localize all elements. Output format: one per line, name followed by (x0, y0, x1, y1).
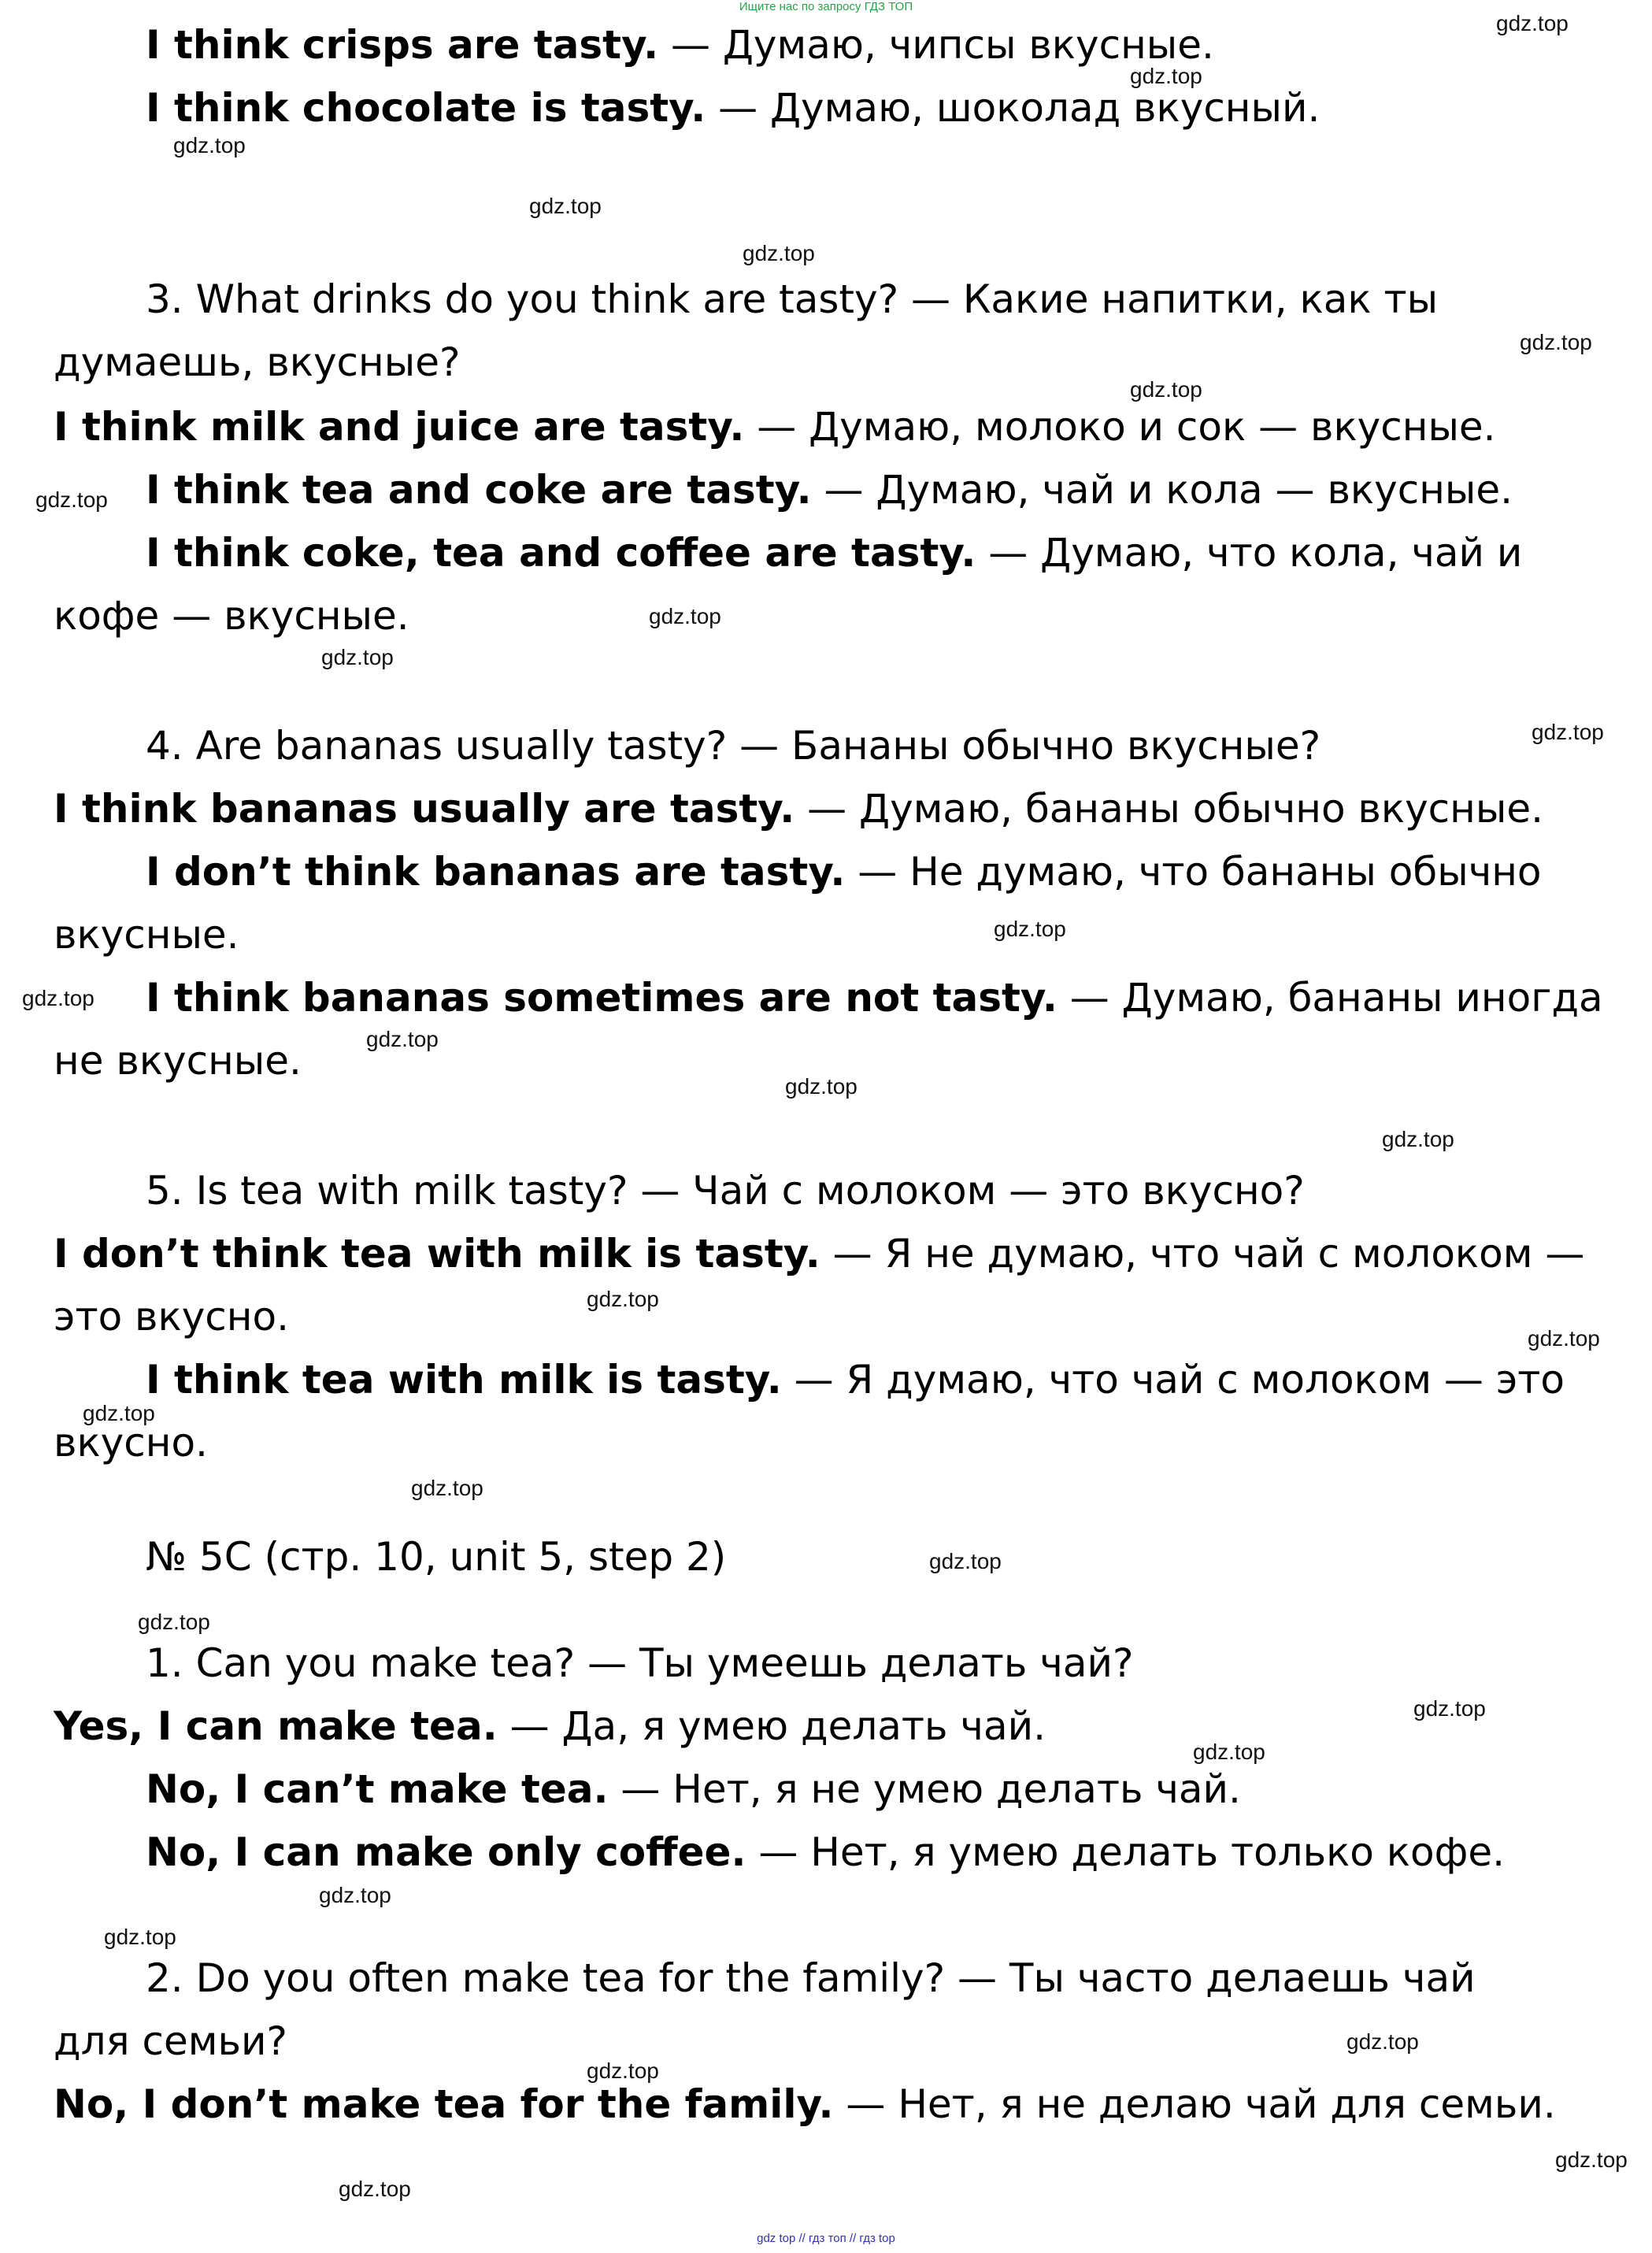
text-line (146, 973, 1603, 1022)
watermark-text: gdz.top (743, 241, 815, 265)
watermark-text: gdz.top (1130, 377, 1202, 402)
text-line (54, 784, 1543, 833)
question-text: 1. Can you make tea? — Ты умеешь делать чай? (146, 1640, 1134, 1686)
question-text: кофе — вкусные. (54, 593, 409, 639)
watermark-text: gdz.top (173, 133, 246, 157)
text-line (54, 910, 239, 959)
watermark-text: gdz.top (339, 2177, 411, 2201)
text-line (146, 847, 1542, 896)
watermark-text: gdz.top (1413, 1696, 1486, 1721)
text-line (54, 2080, 1556, 2129)
watermark-text: gdz.top (319, 1883, 391, 1907)
watermark-text: gdz.top (1346, 2029, 1419, 2054)
watermark-text: gdz.top (1528, 1326, 1600, 1351)
question-text: думаешь, вкусные? (54, 339, 461, 385)
translation-text: — Думаю, чай и кола — вкусные. (811, 467, 1513, 513)
watermark-text: gdz.top (785, 1074, 857, 1099)
question-text: 3. What drinks do you think are tasty? — Какие напитки, как ты (146, 276, 1439, 322)
watermark-text: gdz.top (587, 2058, 659, 2083)
translation-text: — Нет, я не делаю чай для семьи. (833, 2081, 1556, 2127)
watermark-text: gdz.top (411, 1476, 483, 1500)
text-line (146, 721, 1320, 770)
question-text: для семьи? (54, 2018, 287, 2064)
watermark-text: gdz.top (366, 1027, 439, 1051)
translation-text: — Думаю, чипсы вкусные. (658, 22, 1214, 68)
bottom-banner[interactable]: gdz top // гдз топ // гдз top (757, 2232, 895, 2245)
answer-english: I think coke, tea and coffee are tasty. (146, 530, 976, 576)
text-line (54, 338, 461, 387)
question-text: вкусные. (54, 912, 239, 958)
text-line (146, 1639, 1134, 1688)
watermark-text: gdz.top (587, 1287, 659, 1311)
text-line (54, 402, 1496, 451)
text-line (146, 1954, 1476, 2003)
watermark-text: gdz.top (1555, 2147, 1628, 2172)
text-line (146, 1828, 1505, 1877)
translation-text: — Думаю, что кола, чай и (976, 530, 1523, 576)
text-line (146, 1166, 1305, 1215)
text-line (146, 1532, 726, 1581)
watermark-text: gdz.top (529, 194, 602, 218)
answer-english: I think milk and juice are tasty. (54, 404, 745, 450)
question-text: это вкусно. (54, 1294, 289, 1340)
translation-text: — Я не думаю, что чай с молоком — (820, 1231, 1585, 1277)
answer-english: No, I can’t make tea. (146, 1766, 609, 1812)
answer-english: I think tea and coke are tasty. (146, 467, 812, 513)
text-line (146, 20, 1214, 69)
answer-english: No, I can make only coffee. (146, 1829, 746, 1875)
translation-text: — Да, я умею делать чай. (497, 1703, 1046, 1749)
text-line (146, 83, 1320, 132)
watermark-text: gdz.top (35, 487, 108, 512)
translation-text: — Думаю, бананы иногда (1057, 975, 1603, 1021)
text-line (54, 1229, 1584, 1278)
translation-text: — Думаю, молоко и сок — вкусные. (744, 404, 1496, 450)
watermark-text: gdz.top (83, 1401, 155, 1425)
answer-english: I don’t think tea with milk is tasty. (54, 1231, 820, 1277)
watermark-text: gdz.top (321, 645, 394, 669)
watermark-text: gdz.top (1193, 1740, 1265, 1764)
text-line (54, 1036, 302, 1085)
watermark-text: gdz.top (1520, 330, 1592, 354)
answer-english: No, I don’t make tea for the family. (54, 2081, 834, 2127)
watermark-text: gdz.top (1532, 720, 1604, 744)
translation-text: — Нет, я не умею делать чай. (608, 1766, 1241, 1812)
watermark-text: gdz.top (1496, 11, 1569, 35)
text-line (146, 528, 1522, 577)
watermark-text: gdz.top (104, 1925, 176, 1949)
text-line (146, 1765, 1241, 1814)
question-text: не вкусные. (54, 1038, 302, 1084)
question-text: № 5С (стр. 10, unit 5, step 2) (146, 1534, 727, 1580)
text-line (146, 275, 1438, 324)
translation-text: — Я думаю, что чай с молоком — это (781, 1357, 1565, 1403)
answer-english: I think chocolate is tasty. (146, 85, 706, 131)
translation-text: — Думаю, бананы обычно вкусные. (795, 786, 1543, 832)
text-line (146, 465, 1513, 514)
top-banner[interactable]: Ищите нас по запросу ГДЗ ТОП (739, 0, 913, 13)
answer-english: Yes, I can make tea. (54, 1703, 498, 1749)
text-line (54, 2017, 287, 2066)
text-line (54, 591, 409, 640)
watermark-text: gdz.top (1382, 1127, 1454, 1151)
watermark-text: gdz.top (649, 604, 721, 628)
watermark-text: gdz.top (994, 917, 1066, 941)
watermark-text: gdz.top (22, 986, 94, 1010)
question-text: 5. Is tea with milk tasty? — Чай с молоком — это вкусно? (146, 1168, 1305, 1214)
translation-text: — Не думаю, что бананы обычно (845, 849, 1542, 895)
answer-english: I think crisps are tasty. (146, 22, 659, 68)
answer-english: I think bananas usually are tasty. (54, 786, 795, 832)
translation-text: — Думаю, шоколад вкусный. (706, 85, 1320, 131)
text-line (54, 1702, 1046, 1751)
question-text: 2. Do you often make tea for the family? — Ты часто делаешь чай (146, 1955, 1476, 2001)
text-line (54, 1292, 289, 1341)
answer-english: I think tea with milk is tasty. (146, 1357, 782, 1403)
watermark-text: gdz.top (138, 1610, 210, 1634)
watermark-text: gdz.top (929, 1549, 1002, 1573)
watermark-text: gdz.top (1130, 64, 1202, 88)
question-text: 4. Are bananas usually tasty? — Бананы обычно вкусные? (146, 723, 1321, 769)
translation-text: — Нет, я умею делать только кофе. (746, 1829, 1505, 1875)
answer-english: I think bananas sometimes are not tasty. (146, 975, 1058, 1021)
text-line (146, 1355, 1565, 1404)
answer-english: I don’t think bananas are tasty. (146, 849, 846, 895)
question-text: вкусно. (54, 1420, 208, 1466)
